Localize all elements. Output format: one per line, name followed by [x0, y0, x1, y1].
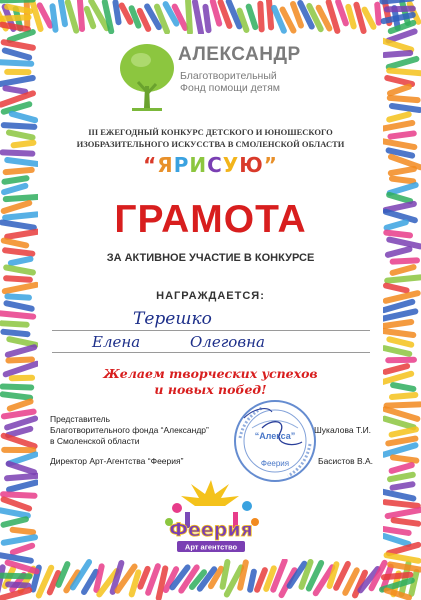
brush-stroke [378, 137, 418, 150]
brush-stroke [1, 122, 38, 130]
brush-stroke [387, 130, 417, 140]
brush-stroke [1, 281, 40, 294]
brush-stroke [2, 247, 36, 257]
representative-name: Шукалова Т.И. [314, 425, 372, 435]
contest-name-letter: Ю [239, 153, 264, 177]
director-title: Директор Арт-Агентства “Феерия” [50, 456, 184, 466]
organization-subtitle: Благотворительный Фонд помощи детям [180, 70, 281, 94]
brush-stroke [389, 103, 421, 114]
brush-stroke [0, 329, 31, 338]
brush-stroke [385, 357, 417, 364]
brush-stroke [382, 282, 410, 294]
brush-stroke [383, 218, 410, 231]
brush-stroke [381, 50, 413, 59]
brush-stroke [8, 110, 39, 124]
brush-stroke [390, 454, 420, 464]
tree-logo-icon [116, 42, 178, 114]
certificate-subtitle: ЗА АКТИВНОЕ УЧАСТИЕ В КОНКУРСЕ [106, 252, 315, 264]
brush-stroke [7, 255, 34, 266]
contest-name-letter: И [189, 153, 208, 177]
brush-stroke [384, 274, 421, 284]
contest-name-letter: Я [157, 153, 174, 177]
brush-stroke [3, 300, 35, 313]
brush-stroke [0, 219, 37, 231]
organization-name: АЛЕКСАНДР [178, 44, 301, 65]
brush-stroke [257, 1, 265, 33]
awarded-label: НАГРАЖДАЕТСЯ: [156, 290, 265, 302]
contest-name-letter: У [222, 153, 240, 177]
recipient-patronymic: Олеговна [190, 333, 265, 351]
brush-stroke [389, 392, 419, 401]
brush-stroke [390, 382, 417, 393]
brush-stroke [384, 506, 421, 519]
brush-stroke [0, 237, 30, 249]
brush-stroke [4, 343, 38, 358]
brush-stroke [202, 4, 212, 34]
brush-stroke [0, 320, 30, 328]
stamp-bottom-text: Феерия [260, 459, 290, 468]
representative-title: Представитель Благотворительного фонда “Александр” в Смоленской области [50, 414, 209, 446]
brush-stroke [389, 263, 417, 276]
brush-stroke [3, 275, 33, 283]
brush-stroke [389, 257, 420, 264]
brush-stroke [380, 328, 417, 339]
brush-stroke [0, 149, 35, 156]
brush-stroke [387, 165, 417, 176]
recipient-surname: Терешко [133, 309, 212, 329]
brush-stroke [4, 69, 31, 75]
brush-stroke [4, 157, 41, 168]
brush-stroke [9, 375, 35, 382]
brush-stroke [191, 0, 204, 37]
certificate-title: ГРАМОТА [114, 198, 307, 241]
brush-stroke [386, 67, 421, 76]
brush-stroke [1, 447, 36, 453]
brush-stroke [384, 6, 416, 13]
director-name: Басистов В.А. [318, 456, 374, 466]
brush-stroke [387, 95, 421, 104]
contest-name-letter: С [207, 153, 223, 177]
brush-stroke [4, 293, 32, 301]
brush-stroke [353, 1, 368, 35]
brush-stroke [384, 246, 413, 259]
recipient-line-2 [52, 352, 370, 353]
brush-stroke [2, 167, 35, 176]
contest-name [40, 153, 381, 177]
contest-name-letter: ” [263, 153, 278, 177]
recipient-first-name: Елена [92, 333, 141, 351]
feeria-logo-name: Феерия [169, 519, 253, 541]
brush-stroke [0, 573, 33, 580]
feeria-logo-tagline: Арт агентство [184, 542, 238, 552]
brush-stroke [0, 516, 30, 529]
brush-stroke [9, 526, 36, 535]
brush-stroke [5, 356, 35, 363]
contest-name-text [143, 153, 278, 177]
brush-stroke [389, 481, 416, 491]
recipient-line-1 [52, 330, 370, 331]
brush-stroke [390, 517, 421, 527]
organization-stamp-icon [232, 398, 318, 484]
contest-description: III ЕЖЕГОДНЫЙ КОНКУРС ДЕТСКОГО И ЮНОШЕСКОГО ИЗОБРАЗИТЕЛЬНОГО ИСКУССТВА В СМОЛЕНСКОЙ ОБЛАСТИ [76, 127, 345, 149]
wish-line-2: и новых побед! [154, 382, 267, 397]
brush-stroke [5, 129, 36, 141]
wish-line-1: Желаем творческих успехов [103, 366, 318, 381]
contest-name-letter: Р [173, 153, 190, 177]
contest-name-letter: “ [143, 153, 158, 177]
brush-stroke [374, 1, 382, 25]
brush-stroke [10, 139, 37, 148]
brush-stroke [3, 264, 37, 276]
brush-stroke [266, 0, 275, 31]
brush-stroke [0, 383, 34, 390]
feeria-logo-icon [155, 478, 267, 558]
brush-stroke [24, 0, 31, 28]
brush-stroke [3, 194, 43, 203]
stamp-center-text: “Алекса” [254, 431, 296, 441]
